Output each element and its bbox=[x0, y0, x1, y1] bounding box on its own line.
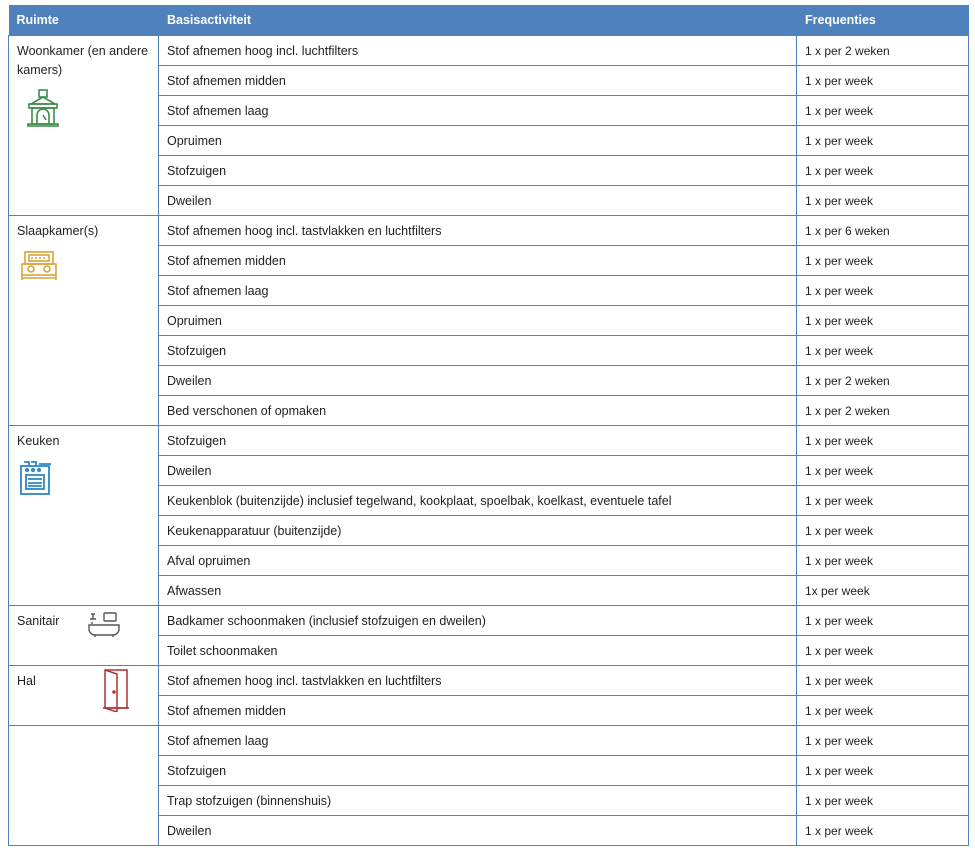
bathtub-icon bbox=[87, 610, 121, 638]
room-cell bbox=[9, 216, 159, 426]
frequency-cell: 1 x per week bbox=[797, 696, 969, 726]
frequency-cell: 1 x per week bbox=[797, 486, 969, 516]
activity-cell: Afwassen bbox=[159, 576, 797, 606]
frequency-cell: 1 x per week bbox=[797, 816, 969, 846]
frequency-cell: 1 x per week bbox=[797, 96, 969, 126]
frequency-cell: 1 x per week bbox=[797, 606, 969, 636]
room-name: Hal bbox=[17, 674, 36, 688]
table-row bbox=[9, 426, 969, 456]
table-row bbox=[9, 606, 969, 636]
activity-cell: Keukenapparatuur (buitenzijde) bbox=[159, 516, 797, 546]
frequency-cell: 1 x per week bbox=[797, 666, 969, 696]
activity-cell: Stofzuigen bbox=[159, 336, 797, 366]
activity-cell: Keukenblok (buitenzijde) inclusief tegelwand, kookplaat, spoelbak, koelkast, eventuele tafel bbox=[159, 486, 797, 516]
room-cell bbox=[9, 36, 159, 216]
table-row bbox=[9, 726, 969, 756]
frequency-cell: 1 x per week bbox=[797, 786, 969, 816]
room-cell bbox=[9, 426, 159, 606]
bed-icon bbox=[19, 250, 59, 282]
frequency-cell: 1 x per week bbox=[797, 756, 969, 786]
activity-cell: Dweilen bbox=[159, 366, 797, 396]
activity-cell: Dweilen bbox=[159, 816, 797, 846]
frequency-cell: 1 x per week bbox=[797, 126, 969, 156]
frequency-cell: 1 x per 2 weken bbox=[797, 366, 969, 396]
room-name: Slaapkamer(s) bbox=[17, 224, 99, 238]
frequency-cell: 1 x per week bbox=[797, 156, 969, 186]
activity-cell: Stofzuigen bbox=[159, 156, 797, 186]
frequency-cell: 1 x per week bbox=[797, 726, 969, 756]
activity-cell: Stof afnemen midden bbox=[159, 66, 797, 96]
activity-cell: Dweilen bbox=[159, 456, 797, 486]
header-row bbox=[9, 5, 969, 36]
door-icon bbox=[101, 668, 131, 712]
activity-cell: Badkamer schoonmaken (inclusief stofzuigen en dweilen) bbox=[159, 606, 797, 636]
frequency-cell: 1 x per week bbox=[797, 426, 969, 456]
frequency-cell: 1 x per week bbox=[797, 246, 969, 276]
activity-cell: Stof afnemen hoog incl. luchtfilters bbox=[159, 36, 797, 66]
frequency-cell: 1 x per 6 weken bbox=[797, 216, 969, 246]
table-row bbox=[9, 36, 969, 66]
room-name: Keuken bbox=[17, 434, 60, 448]
frequency-cell: 1 x per 2 weken bbox=[797, 36, 969, 66]
activity-cell: Stof afnemen laag bbox=[159, 276, 797, 306]
frequency-cell: 1 x per week bbox=[797, 336, 969, 366]
room-name: Sanitair bbox=[17, 614, 60, 628]
header-room: Ruimte bbox=[9, 5, 159, 36]
activity-cell: Bed verschonen of opmaken bbox=[159, 396, 797, 426]
frequency-cell: 1 x per week bbox=[797, 546, 969, 576]
frequency-cell: 1 x per week bbox=[797, 66, 969, 96]
room-name: Woonkamer (en andere kamers) bbox=[17, 44, 149, 77]
frequency-cell: 1 x per week bbox=[797, 276, 969, 306]
frequency-cell: 1 x per week bbox=[797, 636, 969, 666]
activity-cell: Stof afnemen midden bbox=[159, 696, 797, 726]
activity-cell: Toilet schoonmaken bbox=[159, 636, 797, 666]
activity-cell: Stof afnemen midden bbox=[159, 246, 797, 276]
header-activity: Basisactiviteit bbox=[159, 5, 797, 36]
activity-cell: Stofzuigen bbox=[159, 756, 797, 786]
activity-cell: Stof afnemen laag bbox=[159, 726, 797, 756]
fireplace-icon bbox=[23, 88, 63, 128]
frequency-cell: 1 x per week bbox=[797, 186, 969, 216]
activity-cell: Afval opruimen bbox=[159, 546, 797, 576]
header-frequency: Frequenties bbox=[797, 5, 969, 36]
frequency-cell: 1 x per week bbox=[797, 516, 969, 546]
activity-cell: Stof afnemen hoog incl. tastvlakken en luchtfilters bbox=[159, 216, 797, 246]
cleaning-schedule-table bbox=[8, 5, 969, 846]
frequency-cell: 1 x per week bbox=[797, 306, 969, 336]
activity-cell: Opruimen bbox=[159, 306, 797, 336]
frequency-cell: 1 x per 2 weken bbox=[797, 396, 969, 426]
activity-cell: Opruimen bbox=[159, 126, 797, 156]
frequency-cell: 1 x per week bbox=[797, 456, 969, 486]
stove-icon bbox=[17, 456, 57, 496]
activity-cell: Dweilen bbox=[159, 186, 797, 216]
activity-cell: Stofzuigen bbox=[159, 426, 797, 456]
room-cell bbox=[9, 666, 159, 726]
room-cell bbox=[9, 606, 159, 666]
activity-cell: Trap stofzuigen (binnenshuis) bbox=[159, 786, 797, 816]
room-cell bbox=[9, 726, 159, 846]
table-row bbox=[9, 666, 969, 696]
table-row bbox=[9, 216, 969, 246]
activity-cell: Stof afnemen hoog incl. tastvlakken en luchtfilters bbox=[159, 666, 797, 696]
frequency-cell: 1x per week bbox=[797, 576, 969, 606]
activity-cell: Stof afnemen laag bbox=[159, 96, 797, 126]
